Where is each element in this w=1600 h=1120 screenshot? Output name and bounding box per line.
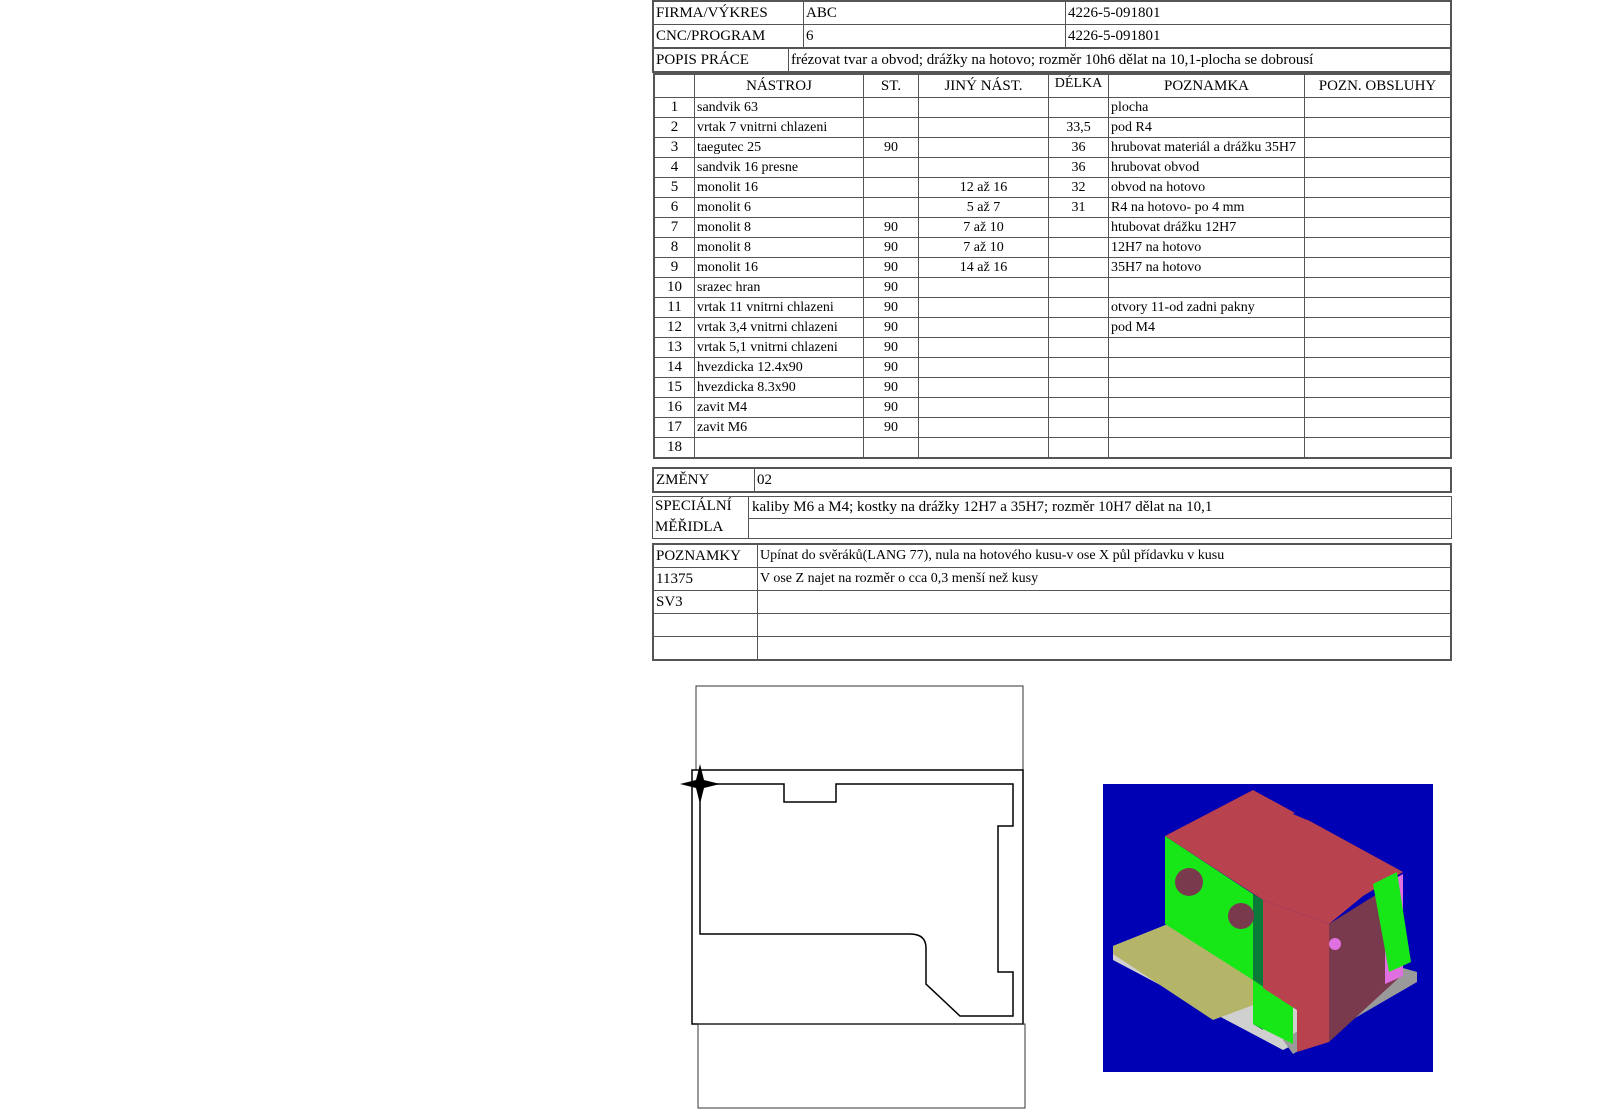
- tool-note: pod R4: [1109, 118, 1305, 138]
- tool-obs-note: [1305, 158, 1451, 178]
- tool-obs-note: [1305, 378, 1451, 398]
- tool-length: 36: [1049, 158, 1109, 178]
- tool-name: hvezdicka 8.3x90: [695, 378, 864, 398]
- table-row: [655, 378, 1451, 398]
- tool-name: monolit 8: [695, 238, 864, 258]
- tool-alt: 12 až 16: [919, 178, 1049, 198]
- row-number: 7: [655, 218, 695, 238]
- notes-row: [654, 545, 1451, 568]
- tool-alt: [919, 358, 1049, 378]
- tool-st: 90: [864, 238, 919, 258]
- row-number: 11: [655, 298, 695, 318]
- row-number: 5: [655, 178, 695, 198]
- header-block: [652, 0, 1452, 49]
- tool-name: monolit 16: [695, 178, 864, 198]
- tool-note: otvory 11-od zadni pakny: [1109, 298, 1305, 318]
- tool-name: srazec hran: [695, 278, 864, 298]
- popis-value: frézovat tvar a obvod; drážky na hotovo; rozměr 10h6 dělat na 10,1-plocha se dobrousí: [789, 49, 1451, 72]
- tool-obs-note: [1305, 278, 1451, 298]
- tool-obs-note: [1305, 338, 1451, 358]
- tool-length: [1049, 398, 1109, 418]
- row-number: 10: [655, 278, 695, 298]
- table-row: [655, 158, 1451, 178]
- tool-alt: [919, 398, 1049, 418]
- part-drawing: [670, 680, 1030, 1120]
- tool-length: [1049, 238, 1109, 258]
- tool-st: 90: [864, 378, 919, 398]
- tool-st: 90: [864, 138, 919, 158]
- tool-alt: [919, 378, 1049, 398]
- tool-st: [864, 118, 919, 138]
- tool-obs-note: [1305, 218, 1451, 238]
- tools-header-row: [655, 75, 1451, 98]
- notes-row: [654, 591, 1451, 614]
- row-number: 16: [655, 398, 695, 418]
- tool-obs-note: [1305, 398, 1451, 418]
- tool-st: 90: [864, 278, 919, 298]
- tool-obs-note: [1305, 98, 1451, 118]
- tool-note: obvod na hotovo: [1109, 178, 1305, 198]
- tool-name: monolit 6: [695, 198, 864, 218]
- table-row: [655, 178, 1451, 198]
- header-label: FIRMA/VÝKRES: [654, 2, 804, 25]
- notes-row: [654, 614, 1451, 637]
- tool-obs-note: [1305, 418, 1451, 438]
- tool-name: monolit 8: [695, 218, 864, 238]
- special-label-2: MĚŘIDLA: [655, 519, 724, 535]
- table-row: [655, 418, 1451, 438]
- col-delka: DÉLKA: [1049, 75, 1109, 98]
- tool-name: zavit M6: [695, 418, 864, 438]
- tool-alt: 14 až 16: [919, 258, 1049, 278]
- tool-note: [1109, 398, 1305, 418]
- row-number: 18: [655, 438, 695, 458]
- table-row: [655, 318, 1451, 338]
- special-value: kaliby M6 a M4; kostky na drážky 12H7 a 35H7; rozměr 10H7 dělat na 10,1: [752, 499, 1213, 515]
- tool-length: [1049, 358, 1109, 378]
- tool-obs-note: [1305, 258, 1451, 278]
- zmeny-label: ZMĚNY: [654, 469, 755, 492]
- tool-alt: [919, 118, 1049, 138]
- tool-note: 12H7 na hotovo: [1109, 238, 1305, 258]
- tool-length: [1049, 418, 1109, 438]
- tool-st: 90: [864, 398, 919, 418]
- tool-length: [1049, 338, 1109, 358]
- special-label-1: SPECIÁLNÍ: [655, 498, 732, 514]
- header-code: 4226-5-091801: [1066, 2, 1451, 25]
- notes-row: [654, 637, 1451, 660]
- tool-obs-note: [1305, 118, 1451, 138]
- row-number: 12: [655, 318, 695, 338]
- tool-st: [864, 158, 919, 178]
- tool-obs-note: [1305, 238, 1451, 258]
- tool-st: [864, 198, 919, 218]
- tool-st: 90: [864, 298, 919, 318]
- table-row: [655, 358, 1451, 378]
- header-row-firma: [654, 2, 1451, 25]
- tool-obs-note: [1305, 358, 1451, 378]
- table-row: [655, 258, 1451, 278]
- row-number: 17: [655, 418, 695, 438]
- tool-alt: [919, 298, 1049, 318]
- tool-name: vrtak 7 vnitrni chlazeni: [695, 118, 864, 138]
- tool-alt: [919, 418, 1049, 438]
- tool-name: sandvik 16 presne: [695, 158, 864, 178]
- zmeny-value: 02: [755, 469, 1451, 492]
- tool-alt: 5 až 7: [919, 198, 1049, 218]
- notes-text: V ose Z najet na rozměr o cca 0,3 menší než kusy: [758, 568, 1451, 591]
- row-number: 15: [655, 378, 695, 398]
- table-row: [655, 138, 1451, 158]
- tool-length: 31: [1049, 198, 1109, 218]
- table-row: [655, 438, 1451, 458]
- tool-st: 90: [864, 358, 919, 378]
- tool-note: R4 na hotovo- po 4 mm: [1109, 198, 1305, 218]
- tool-st: 90: [864, 338, 919, 358]
- header-value: ABC: [804, 2, 1066, 25]
- tool-name: hvezdicka 12.4x90: [695, 358, 864, 378]
- tool-alt: [919, 98, 1049, 118]
- tool-length: [1049, 218, 1109, 238]
- row-number: 8: [655, 238, 695, 258]
- tool-note: [1109, 358, 1305, 378]
- tool-st: [864, 98, 919, 118]
- tool-alt: [919, 318, 1049, 338]
- table-row: [655, 118, 1451, 138]
- tool-note: hrubovat obvod: [1109, 158, 1305, 178]
- tool-obs-note: [1305, 438, 1451, 458]
- tool-length: 36: [1049, 138, 1109, 158]
- tool-name: zavit M4: [695, 398, 864, 418]
- row-number: 1: [655, 98, 695, 118]
- tool-st: 90: [864, 258, 919, 278]
- header-value: 6: [804, 25, 1066, 48]
- tool-length: [1049, 258, 1109, 278]
- row-number: 3: [655, 138, 695, 158]
- tool-st: 90: [864, 418, 919, 438]
- popis-label: POPIS PRÁCE: [654, 49, 789, 72]
- header-row-cnc: [654, 25, 1451, 48]
- tool-obs-note: [1305, 198, 1451, 218]
- tool-alt: [919, 138, 1049, 158]
- tool-st: [864, 178, 919, 198]
- tool-st: 90: [864, 218, 919, 238]
- notes-label: [654, 614, 758, 637]
- tool-name: vrtak 5,1 vnitrni chlazeni: [695, 338, 864, 358]
- header-label: CNC/PROGRAM: [654, 25, 804, 48]
- notes-text: [758, 614, 1451, 637]
- tool-obs-note: [1305, 138, 1451, 158]
- tool-note: [1109, 438, 1305, 458]
- tool-length: [1049, 438, 1109, 458]
- tool-name: [695, 438, 864, 458]
- row-number: 4: [655, 158, 695, 178]
- table-row: [655, 398, 1451, 418]
- tool-note: plocha: [1109, 98, 1305, 118]
- tool-length: [1049, 98, 1109, 118]
- row-number: 14: [655, 358, 695, 378]
- table-row: [655, 98, 1451, 118]
- notes-row: [654, 568, 1451, 591]
- tool-obs-note: [1305, 298, 1451, 318]
- header-code: 4226-5-091801: [1066, 25, 1451, 48]
- tools-table: [653, 73, 1452, 459]
- tool-length: [1049, 318, 1109, 338]
- tool-name: vrtak 3,4 vnitrni chlazeni: [695, 318, 864, 338]
- tool-length: [1049, 278, 1109, 298]
- tool-note: htubovat drážku 12H7: [1109, 218, 1305, 238]
- notes-text: Upínat do svěráků(LANG 77), nula na hotového kusu-v ose X půl přídavku v kusu: [758, 545, 1451, 568]
- tool-obs-note: [1305, 178, 1451, 198]
- tool-name: monolit 16: [695, 258, 864, 278]
- tool-st: 90: [864, 318, 919, 338]
- special-block: [652, 496, 1452, 539]
- table-row: [655, 218, 1451, 238]
- table-row: [655, 238, 1451, 258]
- table-row: [655, 278, 1451, 298]
- tool-note: [1109, 338, 1305, 358]
- zmeny-block: [652, 467, 1452, 493]
- notes-text: [758, 637, 1451, 660]
- notes-label: POZNAMKY: [654, 545, 758, 568]
- tool-note: [1109, 418, 1305, 438]
- tool-note: [1109, 278, 1305, 298]
- tool-obs-note: [1305, 318, 1451, 338]
- tool-name: sandvik 63: [695, 98, 864, 118]
- tool-alt: 7 až 10: [919, 238, 1049, 258]
- table-row: [655, 298, 1451, 318]
- notes-text: [758, 591, 1451, 614]
- col-pozn-obsluhy: POZN. OBSLUHY: [1305, 75, 1451, 98]
- tool-note: pod M4: [1109, 318, 1305, 338]
- tool-name: taegutec 25: [695, 138, 864, 158]
- tool-note: [1109, 378, 1305, 398]
- notes-block: [652, 543, 1452, 661]
- tool-length: 32: [1049, 178, 1109, 198]
- table-row: [655, 338, 1451, 358]
- tool-st: [864, 438, 919, 458]
- tool-length: 33,5: [1049, 118, 1109, 138]
- row-number: 13: [655, 338, 695, 358]
- row-number: 9: [655, 258, 695, 278]
- notes-label: SV3: [654, 591, 758, 614]
- row-number: 2: [655, 118, 695, 138]
- tool-note: 35H7 na hotovo: [1109, 258, 1305, 278]
- tool-length: [1049, 378, 1109, 398]
- notes-label: 11375: [654, 568, 758, 591]
- tool-alt: [919, 158, 1049, 178]
- row-number: 6: [655, 198, 695, 218]
- part-3d-render: [1103, 784, 1433, 1072]
- tool-name: vrtak 11 vnitrni chlazeni: [695, 298, 864, 318]
- table-row: [655, 198, 1451, 218]
- notes-label: [654, 637, 758, 660]
- tool-alt: [919, 438, 1049, 458]
- tool-alt: [919, 338, 1049, 358]
- tool-length: [1049, 298, 1109, 318]
- tool-note: hrubovat materiál a drážku 35H7: [1109, 138, 1305, 158]
- tool-alt: 7 až 10: [919, 218, 1049, 238]
- col-jiny-nastroj: JINÝ NÁST.: [919, 75, 1049, 98]
- col-st: ST.: [864, 75, 919, 98]
- col-nastroj: NÁSTROJ: [695, 75, 864, 98]
- col-poznamka: POZNAMKA: [1109, 75, 1305, 98]
- tool-alt: [919, 278, 1049, 298]
- popis-block: [652, 47, 1452, 73]
